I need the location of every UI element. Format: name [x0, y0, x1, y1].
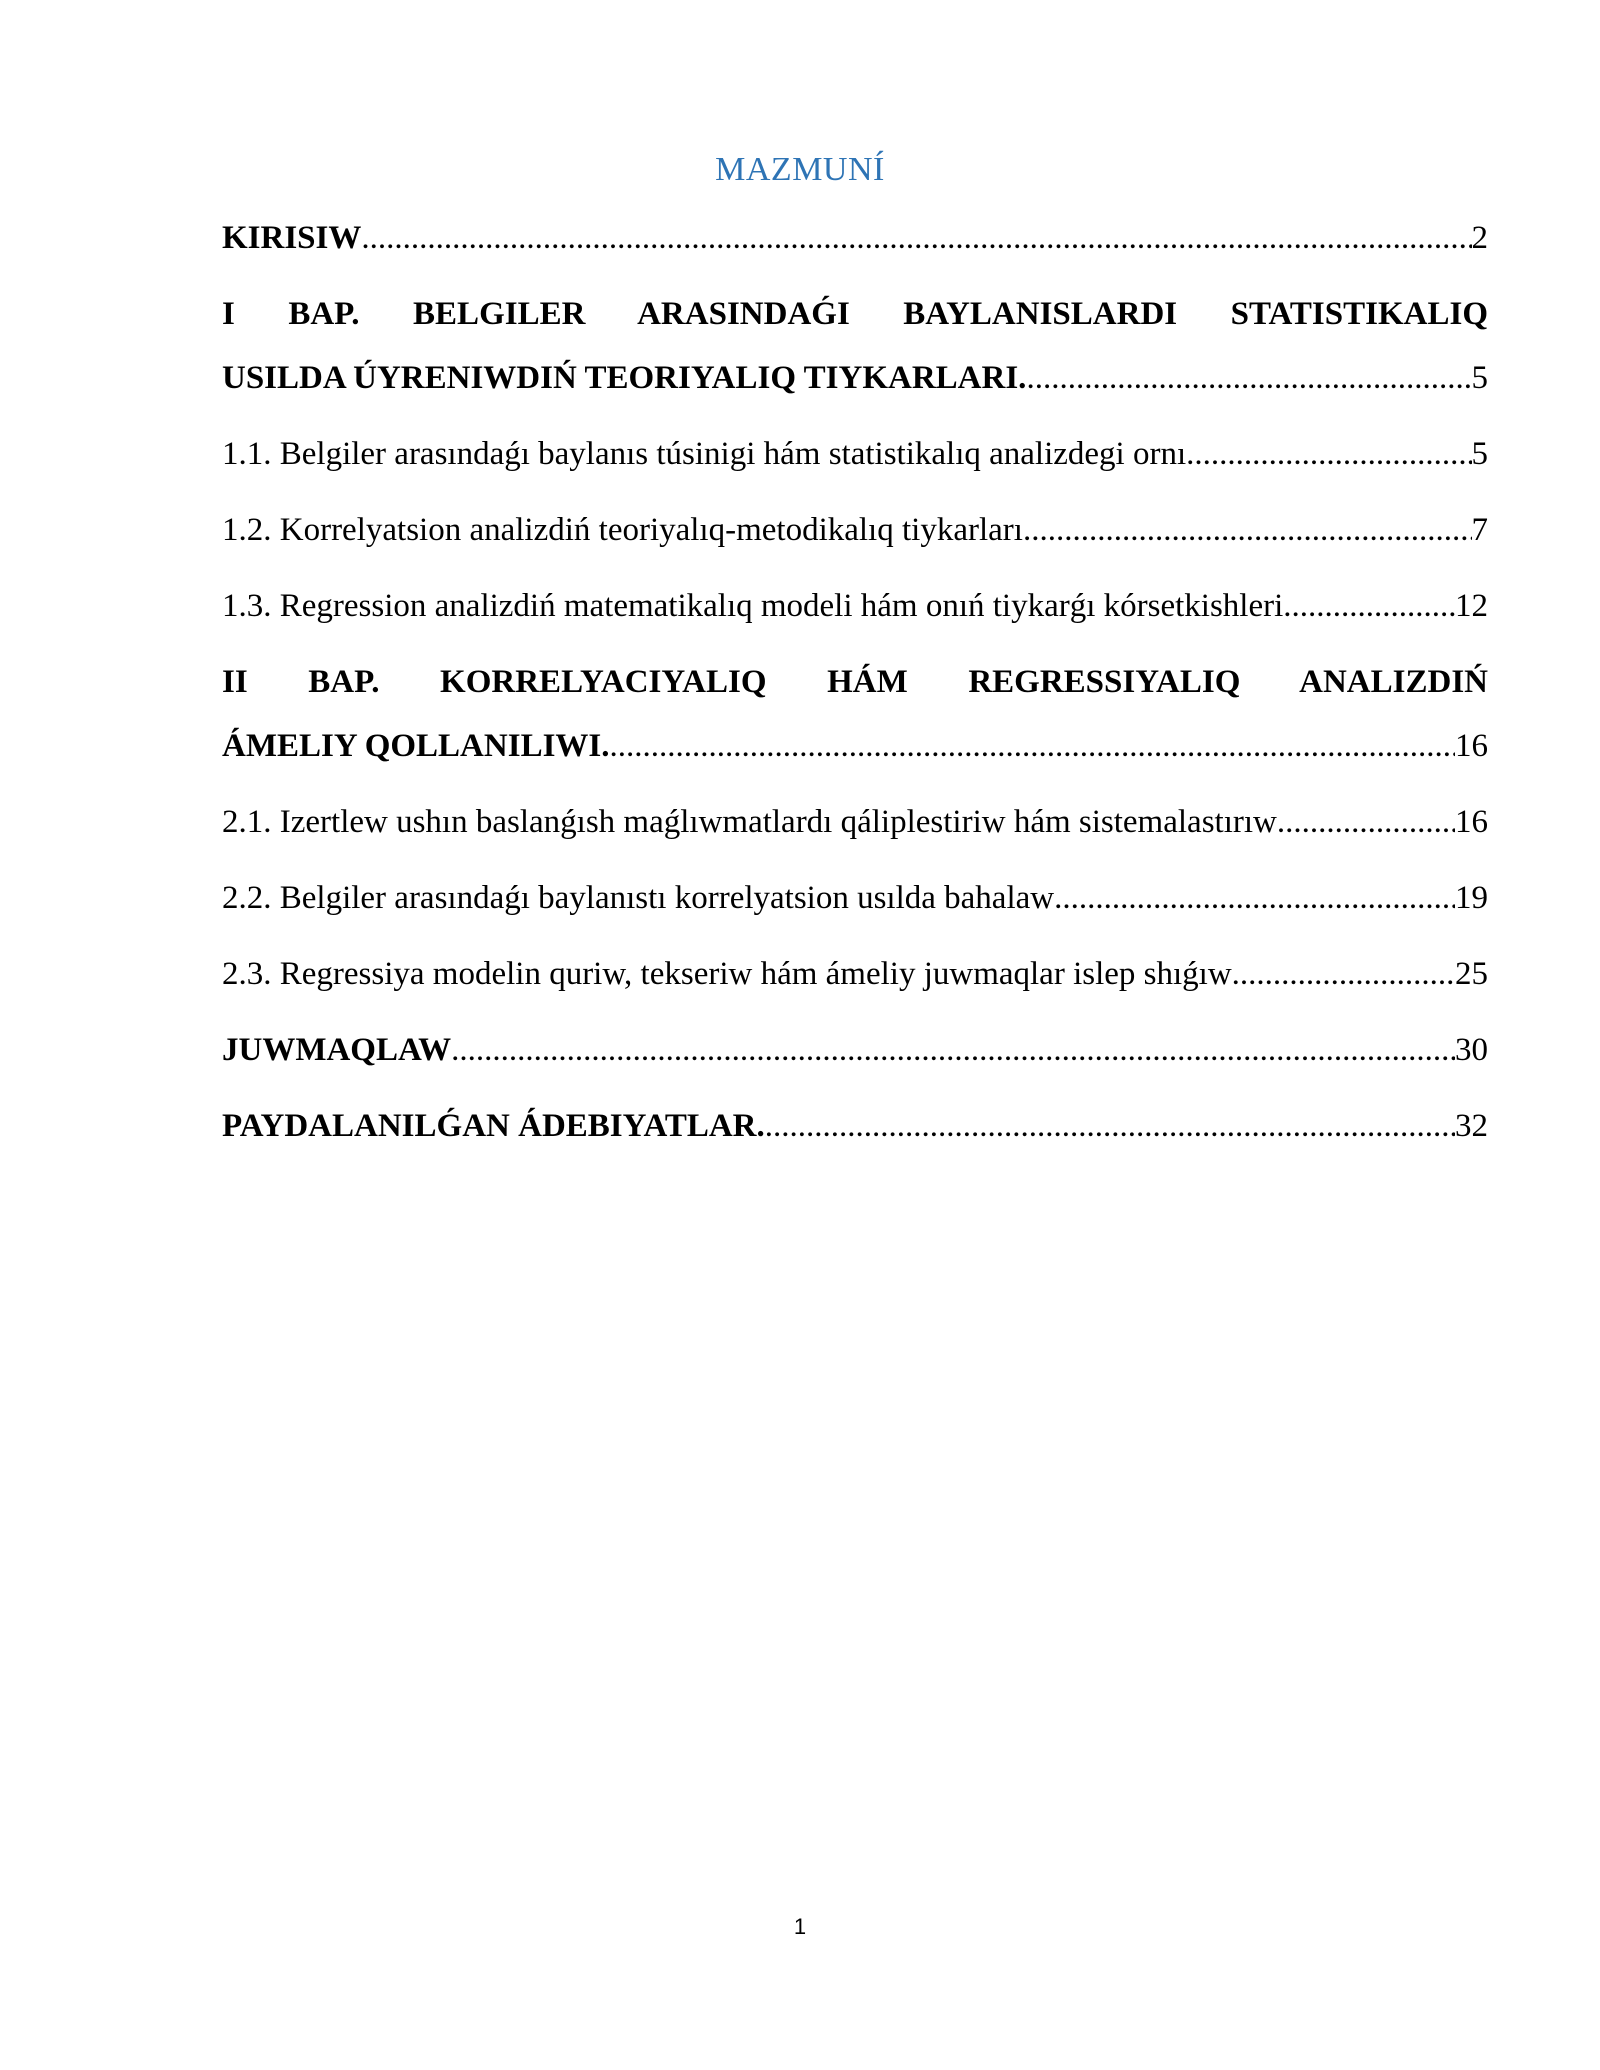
table-of-contents [222, 206, 1488, 1158]
toc-entry-conclusion[interactable] [222, 1018, 1488, 1082]
dot-leader [1277, 790, 1455, 854]
toc-entry-page: 7 [1471, 512, 1488, 548]
dot-leader [1026, 346, 1471, 410]
toc-entry-section-1-3[interactable] [222, 574, 1488, 638]
toc-entry-section-2-2[interactable] [222, 866, 1488, 930]
toc-entry-page: 2 [1471, 220, 1488, 256]
toc-entry-label: 2.3. Regressiya modelin quriw, tekseriw hám ámeliy juwmaqlar islep shıǵıw [222, 956, 1232, 992]
toc-entry-section-1-2[interactable] [222, 498, 1488, 562]
toc-entry-section-2-3[interactable] [222, 942, 1488, 1006]
toc-chapter-title-line-2: ÁMELIY QOLLANILIWI. [222, 728, 610, 764]
toc-entry-label: 2.1. Izertlew ushın baslanǵısh maǵlıwmatlardı qáliplestiriw hám sistemalastırıw [222, 804, 1277, 840]
toc-entry-page: 16 [1455, 728, 1488, 764]
toc-entry-label: JUWMAQLAW [222, 1032, 452, 1068]
dot-leader [1292, 574, 1455, 638]
toc-chapter-title-line-1: I BAP. BELGILER ARASINDAǴI BAYLANISLARDI STATISTIKALIQ [222, 296, 1488, 332]
dot-leader [1023, 498, 1472, 562]
dot-leader [451, 1018, 1455, 1082]
toc-entry-chapter-1[interactable] [222, 282, 1488, 410]
toc-entry-page: 16 [1455, 804, 1488, 840]
toc-title: MAZMUNÍ [715, 151, 885, 188]
toc-entry-chapter-2[interactable] [222, 650, 1488, 778]
toc-chapter-title-line-2: USILDA ÚYRENIWDIŃ TEORIYALIQ TIYKARLARI. [222, 360, 1027, 396]
toc-entry-page: 19 [1455, 880, 1488, 916]
toc-entry-label: 2.2. Belgiler arasındaǵı baylanıstı korrelyatsion usılda bahalaw [222, 880, 1055, 916]
dot-leader [1054, 866, 1455, 930]
toc-entry-page: 30 [1455, 1032, 1488, 1068]
toc-entry-page: 25 [1455, 956, 1488, 992]
toc-entry-page: 5 [1471, 360, 1488, 396]
toc-entry-label: PAYDALANILǴAN ÁDEBIYATLAR. [222, 1108, 765, 1144]
toc-entry-page: 12 [1455, 588, 1488, 624]
dot-leader [610, 714, 1455, 778]
dot-leader [361, 206, 1471, 270]
toc-entry-label: 1.2. Korrelyatsion analizdiń teoriyalıq-metodikalıq tiykarları [222, 512, 1023, 548]
page-number: 1 [793, 1914, 807, 1939]
toc-entry-page: 5 [1471, 436, 1488, 472]
dot-leader [1186, 422, 1471, 486]
toc-entry-label: 1.1. Belgiler arasındaǵı baylanıs túsinigi hám statistikalıq analizdegi ornı [222, 436, 1187, 472]
toc-entry-section-1-1[interactable] [222, 422, 1488, 486]
toc-entry-section-2-1[interactable] [222, 790, 1488, 854]
toc-entry-intro[interactable] [222, 206, 1488, 270]
toc-entry-page: 32 [1455, 1108, 1488, 1144]
toc-entry-label: 1.3. Regression analizdiń matematikalıq modeli hám onıń tiykarǵı kórsetkishleri. [222, 588, 1292, 624]
dot-leader [1232, 942, 1455, 1006]
toc-entry-references[interactable] [222, 1094, 1488, 1158]
toc-entry-label: KIRISIW [222, 220, 362, 256]
toc-chapter-title-line-1: II BAP. KORRELYACIYALIQ HÁM REGRESSIYALIQ ANALIZDIŃ [222, 664, 1488, 700]
dot-leader [765, 1094, 1455, 1158]
